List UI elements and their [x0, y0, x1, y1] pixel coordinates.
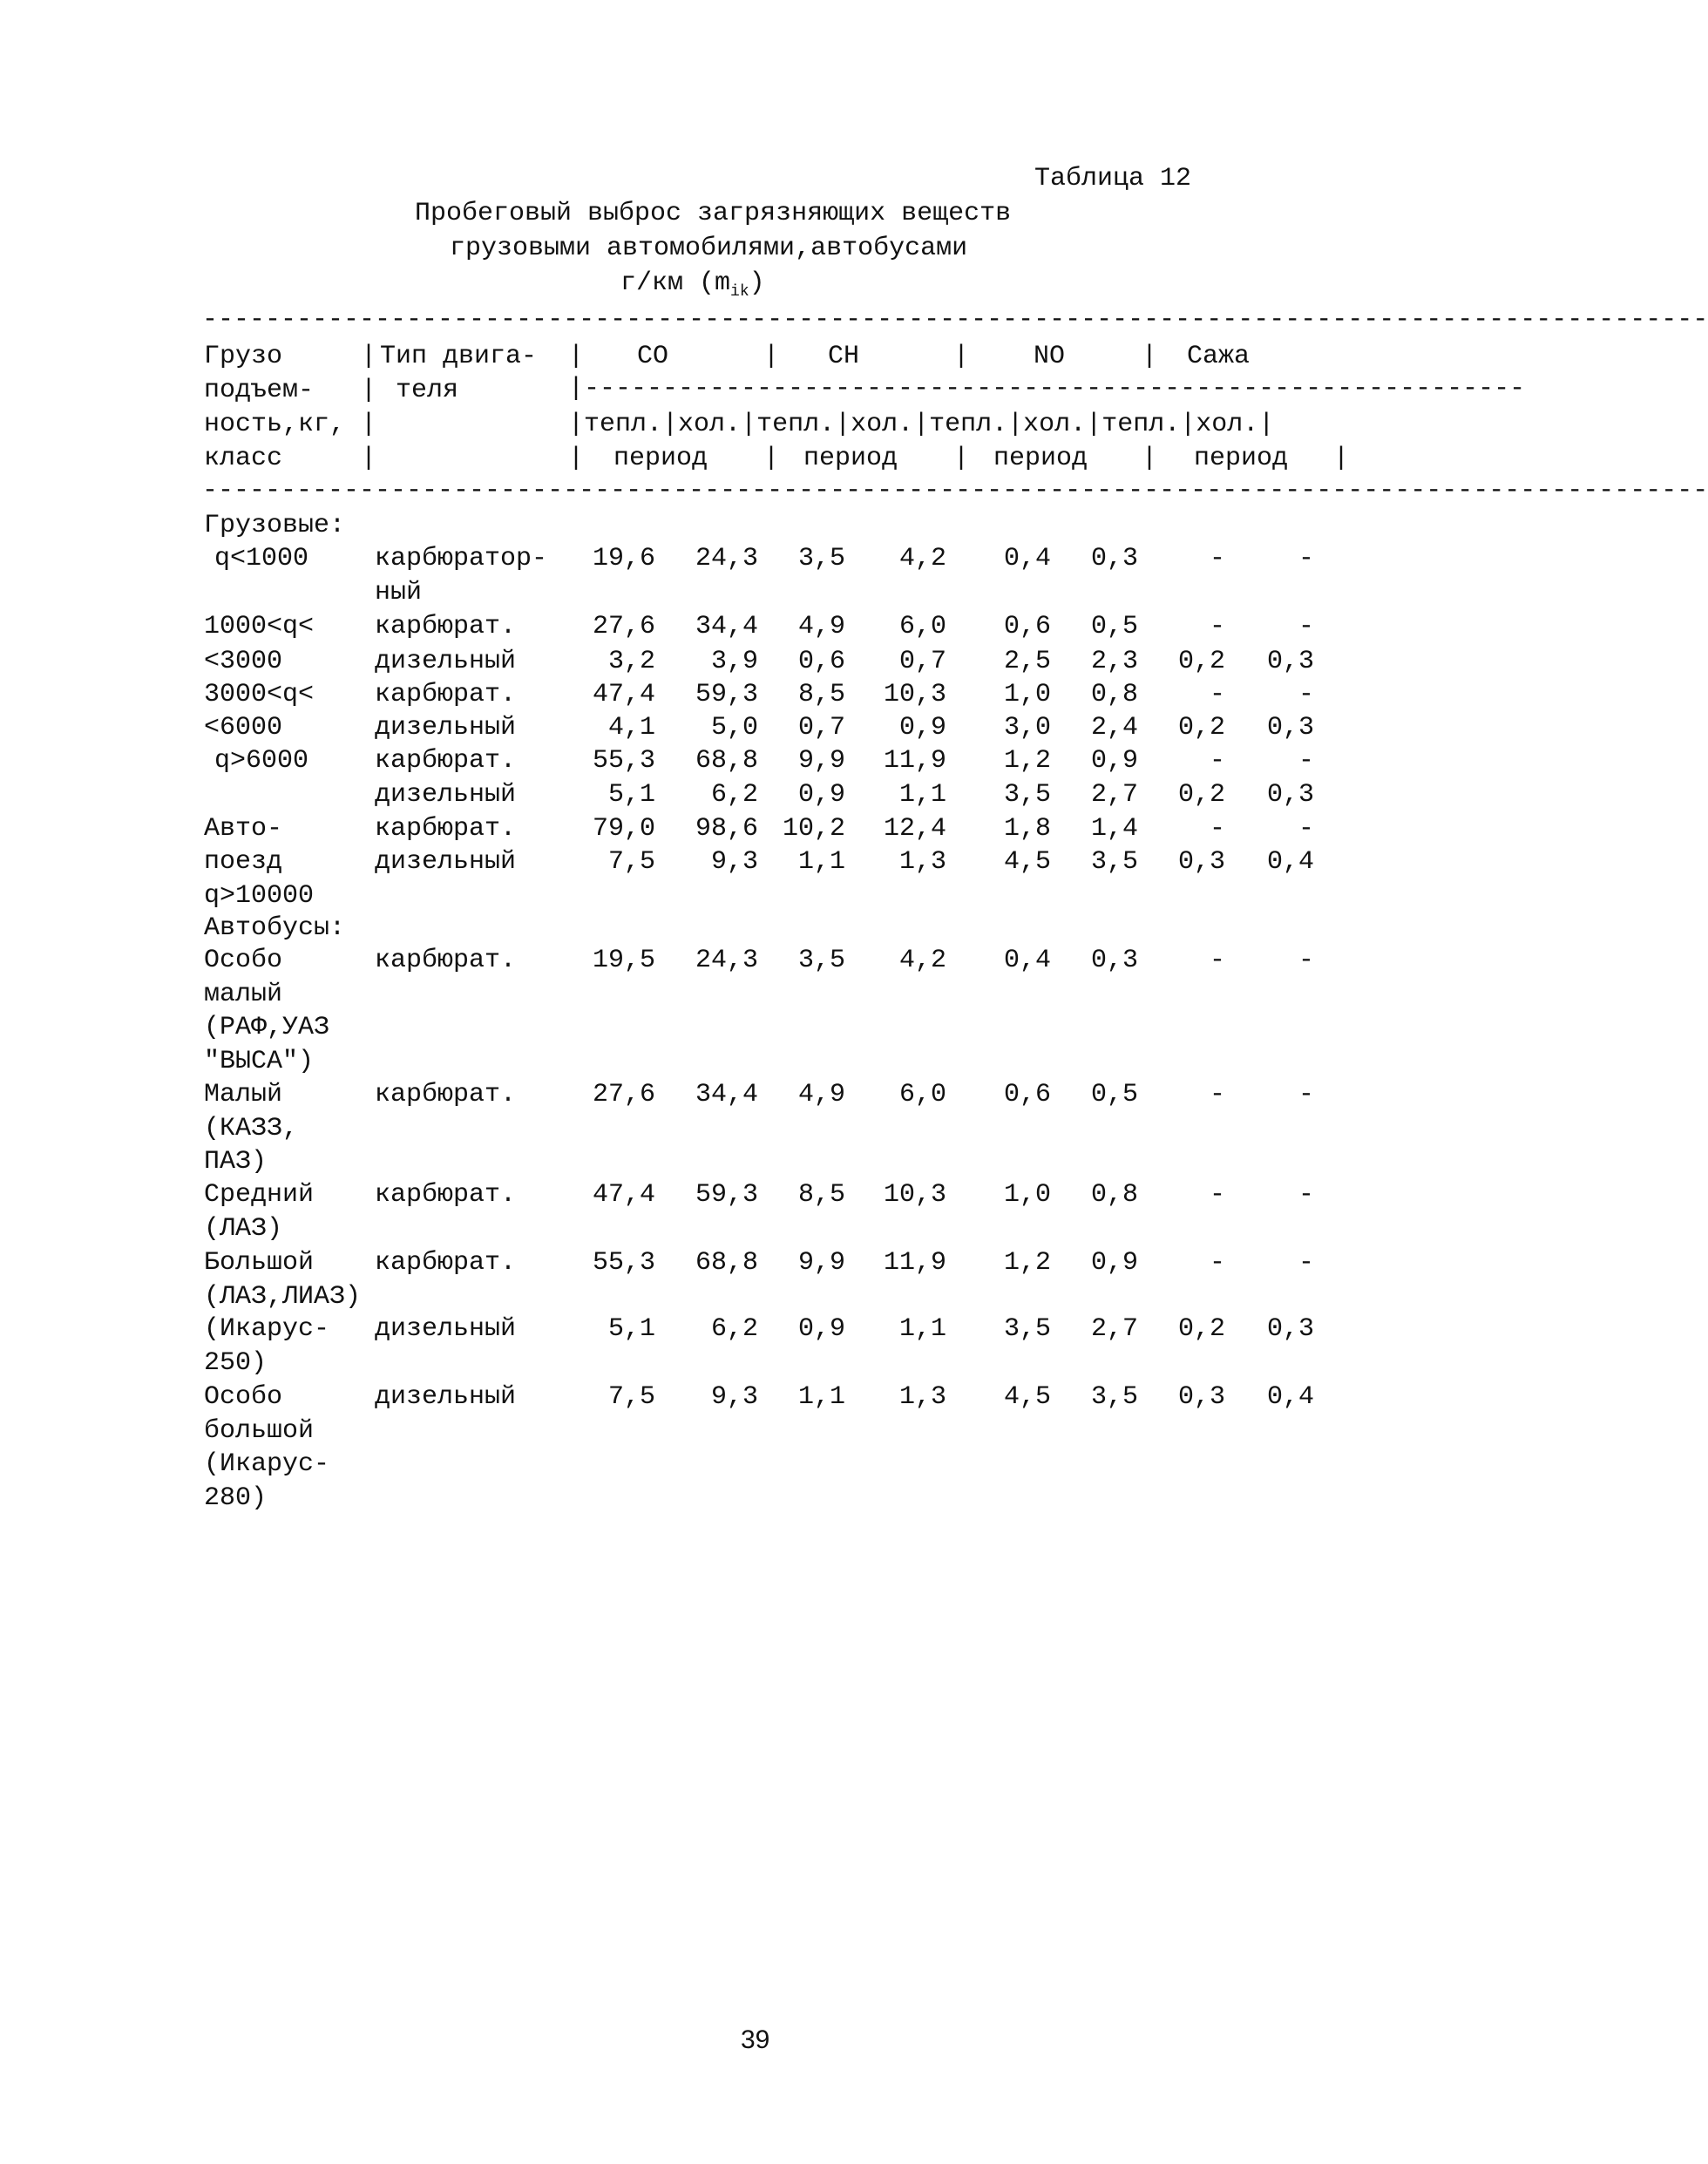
season-warm: тепл.: [929, 410, 1008, 439]
row-label: поезд: [204, 847, 283, 877]
header-separator: |: [361, 342, 377, 371]
row-value: 47,4: [592, 680, 655, 709]
row-value: 59,3: [695, 1180, 758, 1210]
header-col1-line2: подъем-: [204, 376, 315, 405]
row-value: 6,2: [710, 1314, 758, 1344]
row-value: 0,8: [1090, 1180, 1138, 1210]
season-warm: тепл.: [756, 410, 836, 439]
row-value: 0,4: [1266, 847, 1314, 877]
row-value: 3,5: [1003, 780, 1051, 810]
row-value: 98,6: [695, 814, 758, 844]
row-value: -: [1209, 680, 1225, 709]
row-value: 27,6: [592, 612, 655, 641]
row-engine-type: дизельный: [375, 647, 517, 676]
row-value: 0,9: [797, 1314, 845, 1344]
row-value: 3,5: [1003, 1314, 1051, 1344]
row-value: -: [1209, 1180, 1225, 1210]
row-value: 1,0: [1003, 1180, 1051, 1210]
header-separator: |: [763, 444, 780, 473]
row-engine-type: карбюрат.: [375, 612, 517, 641]
row-value: 8,5: [797, 1180, 845, 1210]
header-separator: |: [1142, 342, 1158, 371]
row-value: 1,1: [898, 780, 946, 810]
row-value: 2,4: [1090, 713, 1138, 743]
row-engine-type: дизельный: [375, 1314, 517, 1344]
row-value: 6,0: [898, 612, 946, 641]
row-label: q>6000: [214, 746, 309, 776]
season-cold: хол.: [1196, 410, 1259, 439]
row-label: 280): [204, 1482, 268, 1513]
row-value: 19,6: [592, 544, 655, 573]
row-value: 0,4: [1003, 946, 1051, 975]
row-engine-type: карбюрат.: [375, 746, 517, 776]
row-value: 0,3: [1090, 544, 1138, 573]
row-value: 3,5: [797, 946, 845, 975]
header-separator: |: [953, 444, 970, 473]
row-value: 0,2: [1177, 647, 1225, 676]
row-value: 0,9: [1090, 1248, 1138, 1278]
row-value: 0,9: [1090, 746, 1138, 776]
row-value: 7,5: [607, 847, 655, 877]
header-rule-middle: |------------------------------------------------------------: [568, 374, 1526, 404]
row-value: -: [1298, 612, 1314, 641]
row-value: -: [1209, 1248, 1225, 1278]
season-warm: тепл.: [1101, 410, 1181, 439]
row-value: 19,5: [592, 946, 655, 975]
row-value: 1,2: [1003, 1248, 1051, 1278]
row-label: Особо: [204, 1382, 283, 1412]
row-value: 68,8: [695, 746, 758, 776]
row-value: -: [1298, 1180, 1314, 1210]
row-label: Авто-: [204, 814, 283, 844]
header-separator: |: [361, 376, 377, 405]
row-value: -: [1298, 544, 1314, 573]
row-value: 11,9: [883, 746, 946, 776]
row-value: 0,7: [898, 647, 946, 676]
row-value: 3,5: [797, 544, 845, 573]
row-value: -: [1209, 1080, 1225, 1109]
header-pollutant-no: NO: [1034, 342, 1066, 371]
row-value: 0,2: [1177, 1314, 1225, 1344]
table-title-line1: Пробеговый выброс загрязняющих веществ: [415, 199, 1012, 228]
header-period-co: период: [613, 444, 708, 473]
header-col2-line2: теля: [396, 376, 459, 405]
header-separator: |: [763, 342, 780, 371]
header-separator: |: [1142, 444, 1158, 473]
row-value: 4,9: [797, 1080, 845, 1109]
row-label: Малый: [204, 1080, 283, 1109]
row-value: 0,5: [1090, 612, 1138, 641]
row-value: 27,6: [592, 1080, 655, 1109]
row-value: 12,4: [883, 814, 946, 844]
row-value: 1,3: [898, 1382, 946, 1412]
row-label: (Икарус-: [204, 1314, 330, 1344]
row-value: 0,9: [797, 780, 845, 810]
row-value: 3,5: [1090, 847, 1138, 877]
row-engine-type: карбюрат.: [375, 1248, 517, 1278]
row-value: 0,3: [1266, 647, 1314, 676]
row-label: 1000<q<: [204, 612, 315, 641]
row-engine-type: карбюратор-: [375, 544, 548, 573]
row-label: 250): [204, 1347, 268, 1378]
row-value: 55,3: [592, 1248, 655, 1278]
row-label: Средний: [204, 1180, 315, 1210]
row-label: (Икарус-: [204, 1449, 330, 1479]
row-value: 0,5: [1090, 1080, 1138, 1109]
row-value: 3,5: [1090, 1382, 1138, 1412]
row-value: 0,4: [1266, 1382, 1314, 1412]
row-value: 59,3: [695, 680, 758, 709]
row-value: 10,2: [782, 814, 845, 844]
row-value: 0,6: [797, 647, 845, 676]
row-value: -: [1209, 946, 1225, 975]
row-value: 1,1: [797, 1382, 845, 1412]
row-value: -: [1298, 1248, 1314, 1278]
row-value: 0,3: [1090, 946, 1138, 975]
table-title-line2: грузовыми автомобилями,автобусами: [450, 234, 968, 263]
row-engine-type: карбюрат.: [375, 814, 517, 844]
row-label: (РАФ,УАЗ: [204, 1013, 330, 1042]
table-units: [620, 267, 765, 309]
row-engine-type: дизельный: [375, 713, 517, 743]
header-season-row: |тепл.|хол.|тепл.|хол.|тепл.|хол.|тепл.|хол.|: [568, 410, 1275, 439]
row-value: 24,3: [695, 544, 758, 573]
row-value: 0,4: [1003, 544, 1051, 573]
header-col1-line4: класс: [204, 444, 283, 473]
row-value: 4,1: [607, 713, 655, 743]
row-value: 6,0: [898, 1080, 946, 1109]
row-value: 5,1: [607, 1314, 655, 1344]
row-value: 0,2: [1177, 780, 1225, 810]
row-value: 2,7: [1090, 1314, 1138, 1344]
row-engine-type: дизельный: [375, 780, 517, 810]
header-separator: |: [568, 342, 585, 371]
header-period-ch: период: [803, 444, 898, 473]
row-value: 10,3: [883, 680, 946, 709]
header-pollutant-ch: CH: [828, 342, 860, 371]
row-value: 3,9: [710, 647, 758, 676]
row-value: 4,5: [1003, 1382, 1051, 1412]
row-value: 4,2: [898, 544, 946, 573]
row-label: малый: [204, 979, 283, 1009]
row-value: 4,9: [797, 612, 845, 641]
row-value: -: [1298, 746, 1314, 776]
row-value: 55,3: [592, 746, 655, 776]
row-value: 0,3: [1177, 1382, 1225, 1412]
header-col2-line1: Тип двига-: [380, 342, 538, 371]
row-label: ПАЗ): [204, 1147, 268, 1177]
row-value: 34,4: [695, 1080, 758, 1109]
row-value: 0,6: [1003, 1080, 1051, 1109]
row-value: 2,7: [1090, 780, 1138, 810]
row-engine-type: карбюрат.: [375, 680, 517, 709]
row-value: 9,9: [797, 746, 845, 776]
row-value: 10,3: [883, 1180, 946, 1210]
header-period-soot: период: [1194, 444, 1289, 473]
row-engine-type: ный: [375, 577, 423, 607]
row-label: q>10000: [204, 880, 315, 911]
row-label: Большой: [204, 1248, 315, 1278]
row-engine-type: карбюрат.: [375, 1180, 517, 1210]
row-value: 1,1: [898, 1314, 946, 1344]
header-separator: |: [568, 444, 585, 473]
row-value: 0,9: [898, 713, 946, 743]
row-value: -: [1209, 746, 1225, 776]
row-engine-type: дизельный: [375, 1382, 517, 1412]
row-value: -: [1298, 814, 1314, 844]
row-value: 5,1: [607, 780, 655, 810]
page-number: 39: [741, 2025, 770, 2054]
row-label: (ЛАЗ,ЛИАЗ): [204, 1281, 362, 1312]
row-value: 4,5: [1003, 847, 1051, 877]
row-value: -: [1209, 612, 1225, 641]
row-value: 9,3: [710, 847, 758, 877]
header-separator: |: [1333, 444, 1350, 473]
header-col1-line3: ность,кг,: [204, 410, 346, 439]
header-pollutant-soot: Сажа: [1187, 342, 1250, 371]
row-label: (КАЗЗ,: [204, 1113, 299, 1143]
header-separator: |: [361, 444, 377, 473]
season-warm: тепл.: [584, 410, 663, 439]
header-separator: |: [953, 342, 970, 371]
row-value: 68,8: [695, 1248, 758, 1278]
row-label: (ЛАЗ): [204, 1213, 283, 1244]
row-label: Особо: [204, 946, 283, 975]
row-value: 11,9: [883, 1248, 946, 1278]
row-value: 1,1: [797, 847, 845, 877]
row-value: 7,5: [607, 1382, 655, 1412]
row-value: 3,0: [1003, 713, 1051, 743]
row-engine-type: карбюрат.: [375, 1080, 517, 1109]
row-value: 9,3: [710, 1382, 758, 1412]
row-value: 1,0: [1003, 680, 1051, 709]
row-value: 3,2: [607, 647, 655, 676]
row-engine-type: карбюрат.: [375, 946, 517, 975]
units-suffix: ): [749, 268, 765, 298]
season-cold: хол.: [1023, 410, 1087, 439]
row-label: q<1000: [214, 544, 309, 573]
row-value: 1,8: [1003, 814, 1051, 844]
row-value: 0,6: [1003, 612, 1051, 641]
header-rule-bottom: ------------------------------------------------------------------------------------------------: [202, 476, 1708, 505]
row-value: 34,4: [695, 612, 758, 641]
header-rule-top: ------------------------------------------------------------------------------------------------: [202, 305, 1708, 335]
row-value: 4,2: [898, 946, 946, 975]
header-col1-line1: Грузо: [204, 342, 283, 371]
row-value: 79,0: [592, 814, 655, 844]
row-label: большой: [204, 1415, 315, 1446]
row-value: 24,3: [695, 946, 758, 975]
row-value: 0,7: [797, 713, 845, 743]
header-pollutant-co: CO: [637, 342, 669, 371]
row-value: 6,2: [710, 780, 758, 810]
row-value: 2,3: [1090, 647, 1138, 676]
row-value: 0,3: [1266, 713, 1314, 743]
row-value: 0,8: [1090, 680, 1138, 709]
season-cold: хол.: [851, 410, 914, 439]
row-value: 0,3: [1266, 780, 1314, 810]
units-subscript: ik: [730, 283, 749, 301]
row-label: 3000<q<: [204, 680, 315, 709]
row-value: 0,2: [1177, 713, 1225, 743]
header-period-no: период: [993, 444, 1088, 473]
row-value: 2,5: [1003, 647, 1051, 676]
row-value: 5,0: [710, 713, 758, 743]
row-value: 47,4: [592, 1180, 655, 1210]
units-prefix: г/км (m: [620, 268, 731, 298]
row-label: <6000: [204, 713, 283, 743]
row-engine-type: дизельный: [375, 847, 517, 877]
season-cold: хол.: [678, 410, 742, 439]
row-value: -: [1298, 946, 1314, 975]
row-value: 1,3: [898, 847, 946, 877]
row-label: <3000: [204, 647, 283, 676]
row-value: -: [1298, 680, 1314, 709]
row-label: "ВЫСА"): [204, 1046, 315, 1076]
row-value: -: [1209, 814, 1225, 844]
row-value: 9,9: [797, 1248, 845, 1278]
table-label: Таблица 12: [1034, 164, 1192, 193]
row-value: 1,2: [1003, 746, 1051, 776]
row-value: -: [1209, 544, 1225, 573]
row-value: 8,5: [797, 680, 845, 709]
row-value: 1,4: [1090, 814, 1138, 844]
row-value: -: [1298, 1080, 1314, 1109]
header-separator: |: [361, 410, 377, 439]
row-value: 0,3: [1266, 1314, 1314, 1344]
row-label: Автобусы:: [204, 913, 346, 943]
row-label: Грузовые:: [204, 511, 346, 540]
row-value: 0,3: [1177, 847, 1225, 877]
